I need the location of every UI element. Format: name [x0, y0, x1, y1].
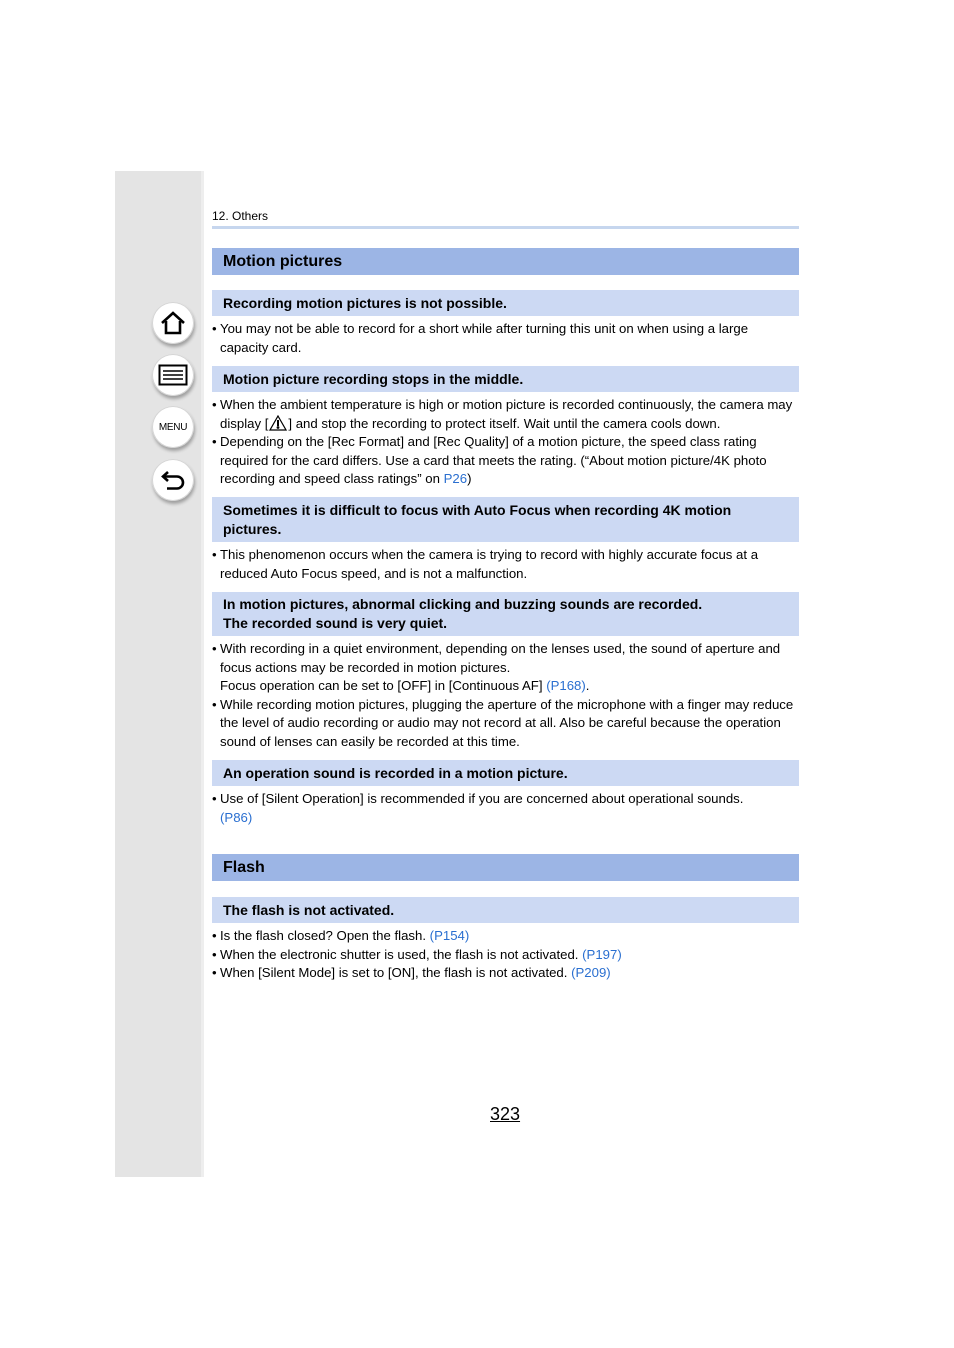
bullet: • [212, 547, 217, 562]
question-heading: An operation sound is recorded in a motion picture. [212, 760, 799, 786]
list-item: • Depending on the [Rec Format] and [Rec Quality] of a motion picture, the speed class rating required for the card differs. Use a card that meets the rating. (“About motion picture/4K photo recording and speed class ratings” on P26) [212, 434, 767, 486]
list-item: • This phenomenon occurs when the camera is trying to record with highly accurate focus at a reduced Auto Focus speed, and is not a malfunction. [212, 547, 759, 581]
section-heading-motion-pictures: Motion pictures [212, 248, 799, 275]
list-item: • When the electronic shutter is used, the flash is not activated. (P197) [212, 946, 799, 965]
list-item: • While recording motion pictures, plugging the aperture of the microphone with a finger may reduce the level of audio recording or audio may not record at all. Also be careful because the operation sound of lenses can easily be recorded at this time. [212, 696, 794, 749]
return-arrow-icon [159, 467, 187, 493]
list-item: • With recording in a quiet environment, depending on the lenses used, the sound of aperture and focus actions may be recorded in motion pictures. Focus operation can be set to [OFF] in [Continuous AF] (P168). [212, 641, 781, 693]
page-link[interactable]: P26 [443, 471, 468, 486]
back-button[interactable] [152, 459, 194, 501]
bullet: • [212, 946, 217, 962]
bullet: • [212, 791, 217, 806]
page-link[interactable]: (P197) [582, 946, 622, 962]
temperature-warning-icon [269, 415, 287, 431]
sidebar-edge [201, 171, 204, 1177]
header-rule [212, 226, 799, 229]
menu-label: MENU [158, 421, 188, 433]
bullet: • [212, 397, 217, 412]
answer-block [212, 396, 799, 489]
answer-block [212, 790, 799, 827]
question-heading: In motion pictures, abnormal clicking and buzzing sounds are recorded. The recorded sound is very quiet. [212, 592, 799, 636]
bullet: • [212, 928, 217, 943]
bullet: • [212, 641, 217, 656]
bullet: • [212, 696, 217, 712]
answer-block [212, 640, 799, 751]
list-item: • You may not be able to record for a short while after turning this unit on when using a large capacity card. [212, 321, 749, 355]
bullet: • [212, 321, 217, 336]
page-link[interactable]: (P86) [220, 809, 253, 825]
question-heading: The flash is not activated. [212, 897, 799, 923]
page-link[interactable]: (P168) [546, 678, 586, 693]
contents-button[interactable] [152, 354, 194, 396]
page-link[interactable]: (P154) [429, 928, 470, 943]
question-heading: Motion picture recording stops in the middle. [212, 366, 799, 392]
menu-button[interactable] [152, 406, 194, 448]
answer-block [212, 927, 799, 983]
bullet: • [212, 965, 217, 980]
section-heading-flash: Flash [212, 854, 799, 881]
answer-block [212, 320, 799, 357]
list-item: • Is the flash closed? Open the flash. (P154) [212, 927, 799, 946]
question-heading: Sometimes it is difficult to focus with Auto Focus when recording 4K motion pictures. [212, 497, 799, 542]
list-item: • When the ambient temperature is high or motion picture is recorded continuously, the camera may display [ ] and stop the recording to protect itself. Wait until the camera cools down. [212, 397, 793, 431]
home-icon [159, 310, 187, 336]
list-icon [158, 364, 188, 386]
list-item: • When [Silent Mode] is set to [ON], the flash is not activated. (P209) [212, 964, 799, 983]
page-number: 323 [490, 1104, 521, 1124]
breadcrumb: 12. Others [212, 209, 269, 223]
list-item: • Use of [Silent Operation] is recommended if you are concerned about operational sounds. (P86) [212, 791, 744, 825]
bullet: • [212, 434, 217, 449]
home-button[interactable] [152, 302, 194, 344]
question-heading: Recording motion pictures is not possible. [212, 290, 799, 316]
page-link[interactable]: (P209) [571, 965, 611, 980]
answer-block [212, 546, 799, 583]
